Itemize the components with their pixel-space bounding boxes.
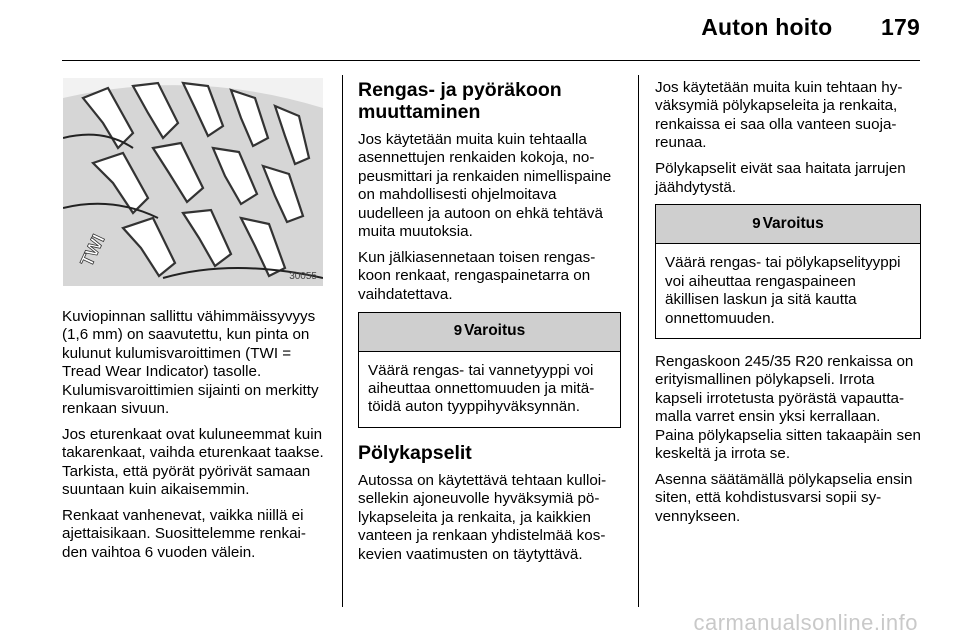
section-heading: Pölykapselit [358,441,472,464]
column-divider [342,75,343,607]
paragraph: Kuviopinnan sallittu vähimmäissyvyys (1,6 mm) on saavutettu, kun pinta on kulunut kulumisvaroittimen (TWI = Tread Wear Indicator) tasolle. Kulumisvaroittimien sijainti on merkitty renkaan sivuun. [62,308,319,418]
page-header [701,14,920,41]
paragraph: Autossa on käytettävä tehtaan kulloisellekin ajoneuvolle hyväksymiä pölykapseleita ja renkaita, ja kaikkien vanteen ja renkaan yhdistelmää koskevien vaatimusten on täytyttävä. [358,471,607,563]
warning-title: Varoitus [762,215,824,233]
paragraph: Pölykapselit eivät saa haitata jarrujen jäähdytystä. [655,160,906,196]
paragraph: Jos käytetään muita kuin tehtaalla asennettujen renkaiden kokoja, nopeusmittari ja renkaiden nimellispaine on mahdollisesti ohjelmoitava uudelleen ja autoon on ehkä tehtävä muita muutoksia. [358,131,612,241]
column-1 [62,308,324,570]
tire-tread-illustration [63,78,323,286]
warning-text: Väärä rengas- tai pölykapselityyppi voi aiheuttaa rengaspaineen äkillisen laskun ja sitä kautta onnettomuuden. [665,254,901,327]
warning-triangle-icon: 9 [752,215,761,233]
warning-triangle-icon: 9 [453,322,463,340]
column-divider [638,75,639,607]
section-title: Auton hoito [701,14,833,40]
column-2 [358,79,621,571]
paragraph: Jos käytetään muita kuin tehtaan hyväksymiä pölykapseleita ja renkaita, renkaissa ei saa olla vanteen suojareunaa. [655,79,903,152]
page-number: 179 [881,14,920,40]
paragraph: Renkaat vanhenevat, vaikka niillä ei ajettaisikaan. Suosittelemme renkaiden vaihtoa 6 vuoden välein. [62,507,306,561]
paragraph: Kun jälkiasennetaan toisen rengaskoon renkaat, rengaspainetarra on vaihdatettava. [358,248,596,303]
section-heading: Rengas- ja pyöräkoon muuttaminen [358,79,562,123]
warning-title: Varoitus [464,322,526,340]
warning-box [358,312,621,428]
header-rule [62,60,920,61]
warning-box [655,204,921,339]
tire-tread-drawing [63,78,323,286]
watermark: carmanualsonline.info [693,610,918,635]
paragraph: Jos eturenkaat ovat kuluneemmat kuin takarenkaat, vaihda eturenkaat taakse. Tarkista, että pyörät pyörivät samaan suuntaan kuin aikaisemmin. [62,425,324,499]
column-3 [655,79,921,534]
figure-number: 30055 [289,271,317,282]
warning-text: Väärä rengas- tai vannetyyppi voi aiheuttaa onnettomuuden ja mitätöidä auton tyyppihyväksynnän. [368,361,595,416]
warning-header [359,313,620,352]
paragraph: Rengaskoon 245/35 R20 renkaissa on erityismallinen pölykapseli. Irrota kapseli irrotetusta pyörästä vapauttamalla varret ensin yksi kerrallaan. Paina pölykapselia sitten takaapäin sen keskeltä ja irrota se. [655,353,921,463]
paragraph: Asenna säätämällä pölykapselia ensin siten, että kohdistusvarsi sopii syvennykseen. [655,471,913,525]
twi-label: TWI [76,231,109,270]
warning-header [656,205,920,244]
